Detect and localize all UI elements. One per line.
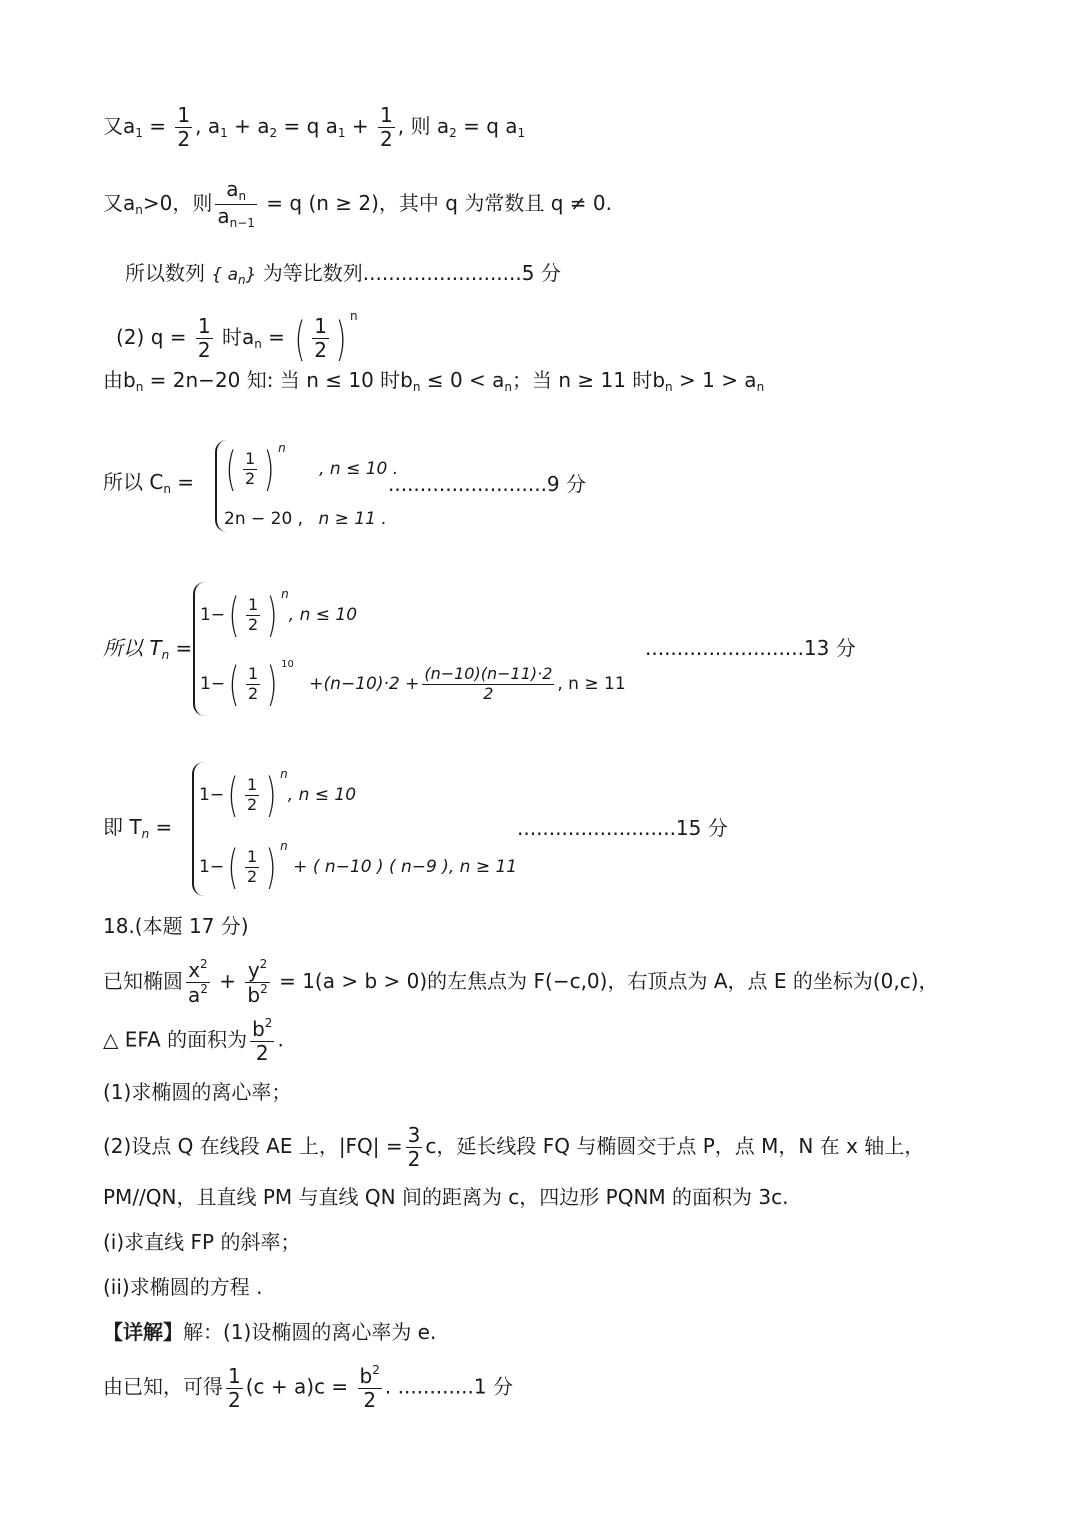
tn1-case-1: [200, 587, 358, 642]
q18-s3: [103, 1187, 788, 1207]
text: 【详解】: [103, 1320, 183, 1344]
text: 为等比数列.........................5 分: [262, 261, 561, 285]
paren-close: ): [265, 840, 277, 894]
paren-close: ): [335, 311, 347, 366]
text: =: [175, 636, 193, 660]
text: = 1(a > b > 0)的左焦点为 F(−c,0)，右顶点为 A，点 E 的坐标为(0,c)，: [272, 969, 939, 993]
sup: n: [349, 309, 358, 323]
sup: n: [281, 587, 289, 601]
sub: 1: [517, 126, 526, 140]
text: 所以 T: [103, 636, 162, 660]
den: 2: [248, 614, 259, 634]
fraction: [226, 1365, 243, 1412]
text: >0，则: [142, 190, 213, 215]
text: + a: [227, 114, 270, 138]
text: =: [155, 815, 173, 839]
num: [186, 958, 210, 983]
text: ；当 n ≥ 11 时b: [512, 368, 666, 392]
text: .........................15 分: [517, 816, 728, 840]
sub: n: [141, 827, 150, 841]
fraction: [243, 450, 257, 488]
den: 2: [248, 683, 259, 703]
num: [215, 178, 257, 205]
line-4: [116, 309, 358, 366]
sub: 2: [449, 126, 457, 140]
text: PM//QN，且直线 PM 与直线 QN 间的距离为 c，四边形 PQNM 的面积为 3c.: [103, 1185, 789, 1209]
den: 2: [244, 468, 256, 488]
den: 2: [247, 794, 258, 814]
text: .........................13 分: [645, 636, 856, 660]
line-2: [103, 178, 612, 231]
sup: 10: [281, 659, 294, 670]
fraction: [358, 1364, 382, 1412]
text: 所以 C: [103, 470, 164, 494]
text: 解：(1)设椭圆的离心率为 e.: [183, 1320, 437, 1344]
text: +(n−10)·2 +: [309, 674, 420, 694]
text: . ............1 分: [384, 1374, 513, 1399]
tn1-case-2: [200, 657, 626, 711]
num: 1: [247, 775, 258, 795]
sub: n: [665, 380, 673, 394]
text: (c + a)c =: [245, 1374, 349, 1399]
sub: 1: [337, 126, 346, 140]
text: , n ≤ 10: [287, 785, 357, 805]
fraction: [246, 665, 260, 703]
text: 所以数列: [125, 261, 205, 285]
text: a: [217, 203, 230, 228]
text: = q (n ≥ 2)，其中 q 为常数且 q ≠ 0.: [259, 190, 612, 215]
q18-p1: [103, 958, 939, 1007]
num: [358, 1364, 382, 1389]
den: 2: [228, 1387, 241, 1412]
text: 1−: [199, 785, 225, 805]
text: x: [188, 958, 201, 982]
fraction: [245, 776, 259, 814]
num: 1: [244, 449, 256, 469]
q18-solution: [103, 1322, 436, 1342]
num: 1: [248, 595, 259, 615]
text: 又a: [103, 190, 136, 215]
num: 1: [247, 847, 258, 867]
paren-open: (: [225, 442, 237, 496]
num: 3: [407, 1123, 421, 1147]
den: 2: [483, 683, 494, 703]
text: 又a: [103, 114, 136, 138]
fraction: [312, 315, 329, 362]
den: 2: [407, 1147, 421, 1171]
q18-s4: [103, 1232, 300, 1252]
sup: 2: [260, 982, 268, 996]
q18-s2: [103, 1124, 924, 1171]
text: , a: [195, 114, 221, 138]
sub: n−1: [229, 215, 255, 230]
sub: 2: [269, 126, 278, 140]
text: (2) q =: [116, 325, 187, 349]
line-3: [125, 263, 561, 286]
text: +: [345, 114, 376, 138]
den: 2: [255, 1041, 269, 1065]
sub: n: [161, 648, 170, 662]
text: , 则 a: [397, 114, 450, 138]
q18-s5: [103, 1277, 262, 1297]
fraction: [245, 848, 259, 886]
paren-open: (: [228, 588, 240, 642]
text: 1−: [199, 857, 225, 877]
sub: n: [756, 380, 765, 394]
den: [245, 983, 269, 1007]
line-5: [103, 370, 764, 393]
sub: n: [238, 273, 246, 287]
sub: n: [163, 482, 171, 496]
q18-title: [103, 916, 249, 936]
text: +: [212, 969, 243, 993]
paren-close: ): [266, 588, 278, 642]
den: 2: [314, 338, 327, 362]
text: =: [177, 470, 195, 494]
text: 1−: [200, 605, 226, 625]
text: > 1 > a: [672, 368, 757, 392]
den: 2: [363, 1388, 377, 1412]
text: ≤ 0 < a: [420, 368, 505, 392]
sup: n: [280, 839, 288, 853]
sub: n: [504, 380, 513, 394]
text: , n ≥ 11: [557, 674, 626, 694]
den: [215, 205, 257, 231]
text: y: [247, 958, 260, 982]
paren-open: (: [228, 657, 240, 711]
q18-last: [103, 1364, 513, 1412]
fraction: [245, 958, 269, 1007]
text: .........................9 分: [388, 472, 587, 496]
den: [186, 983, 210, 1007]
fraction: [406, 1124, 423, 1171]
sub: 1: [135, 126, 143, 140]
paren-close: ): [263, 442, 275, 496]
num: 1: [228, 1363, 241, 1388]
text: = q a: [456, 114, 518, 138]
cn-case-1: [222, 441, 399, 496]
text: (2)设点 Q 在线段 AE 上，|FQ| =: [103, 1134, 403, 1158]
line-1: [103, 104, 525, 151]
text: 18.(本题 17 分): [103, 914, 249, 938]
paren-close: ): [265, 768, 277, 822]
text: =: [149, 114, 167, 138]
num: [245, 958, 269, 983]
text: 即 T: [103, 815, 142, 839]
num: 1: [248, 664, 259, 684]
fraction: [215, 178, 257, 231]
text: 由已知，可得: [103, 1374, 223, 1399]
text: 由b: [103, 368, 136, 392]
sup: n: [280, 767, 288, 781]
den: 2: [197, 338, 211, 362]
text: a: [188, 983, 201, 1007]
num: [250, 1017, 274, 1042]
text: 时a: [215, 325, 255, 349]
tn2-score: [517, 818, 728, 838]
sup: 2: [372, 1363, 380, 1377]
text: 已知椭圆: [103, 969, 183, 993]
q18-s1: [103, 1082, 291, 1102]
tn2-case-2: [199, 839, 518, 894]
sup: 2: [200, 982, 208, 996]
cn-label: [103, 472, 194, 495]
tn1-label: [103, 638, 192, 661]
sub: n: [254, 337, 262, 351]
text: 2n − 20 ,: [224, 509, 304, 529]
text: (i)求直线 FP 的斜率；: [103, 1230, 301, 1254]
tn2-case-1: [199, 767, 357, 822]
text: = q a: [277, 114, 338, 138]
paren-close: ): [266, 657, 278, 711]
text: △ EFA 的面积为: [103, 1027, 248, 1052]
text: .: [277, 1027, 284, 1052]
sub: 1: [220, 126, 228, 140]
sub: n: [135, 202, 143, 217]
num: 1: [197, 314, 211, 338]
fraction: [175, 104, 192, 151]
text: c，延长线段 FQ 与椭圆交于点 P，点 M，N 在 x 轴上，: [425, 1134, 925, 1158]
tn1-score: [645, 638, 856, 658]
sup: 2: [264, 1016, 273, 1030]
sub: n: [135, 380, 144, 394]
text: b: [252, 1017, 265, 1041]
sub: n: [412, 380, 421, 394]
text: { a: [211, 265, 238, 285]
text: , n ≤ 10 .: [319, 459, 399, 479]
text: n ≥ 11 .: [318, 509, 387, 529]
text: = 2n−20 知: 当 n ≤ 10 时b: [143, 368, 413, 392]
text: b: [247, 983, 261, 1007]
sup: n: [278, 441, 286, 455]
fraction: [250, 1017, 274, 1065]
den: 2: [380, 127, 393, 151]
text: a: [226, 177, 239, 201]
num: (n−10)(n−11)·2: [424, 664, 553, 684]
text: + ( n−10 ) ( n−9 ), n ≥ 11: [287, 857, 518, 877]
num: 1: [314, 314, 327, 338]
den: 2: [247, 866, 258, 886]
text: (ii)求椭圆的方程 .: [103, 1275, 263, 1299]
cn-score: [388, 474, 586, 494]
text: 1−: [200, 674, 226, 694]
text: }: [245, 265, 257, 285]
fraction: [422, 665, 554, 703]
text: b: [359, 1364, 373, 1388]
sup: 2: [259, 957, 268, 971]
fraction: [378, 104, 395, 151]
text: (1)求椭圆的离心率；: [103, 1080, 292, 1104]
text: =: [261, 325, 285, 349]
paren-open: (: [227, 768, 239, 822]
fraction: [246, 596, 260, 634]
paren-open: (: [227, 840, 239, 894]
num: 1: [177, 103, 191, 127]
num: 1: [380, 103, 393, 127]
fraction: [196, 315, 213, 362]
fraction: [186, 958, 210, 1007]
sub: n: [238, 189, 247, 203]
sequence: [211, 265, 256, 285]
tn2-label: [103, 817, 172, 840]
paren-open: (: [294, 311, 306, 366]
q18-p2: [103, 1017, 284, 1065]
den: 2: [177, 127, 191, 151]
cn-case-2: [224, 511, 387, 528]
sup: 2: [200, 957, 208, 971]
text: , n ≤ 10: [288, 605, 358, 625]
